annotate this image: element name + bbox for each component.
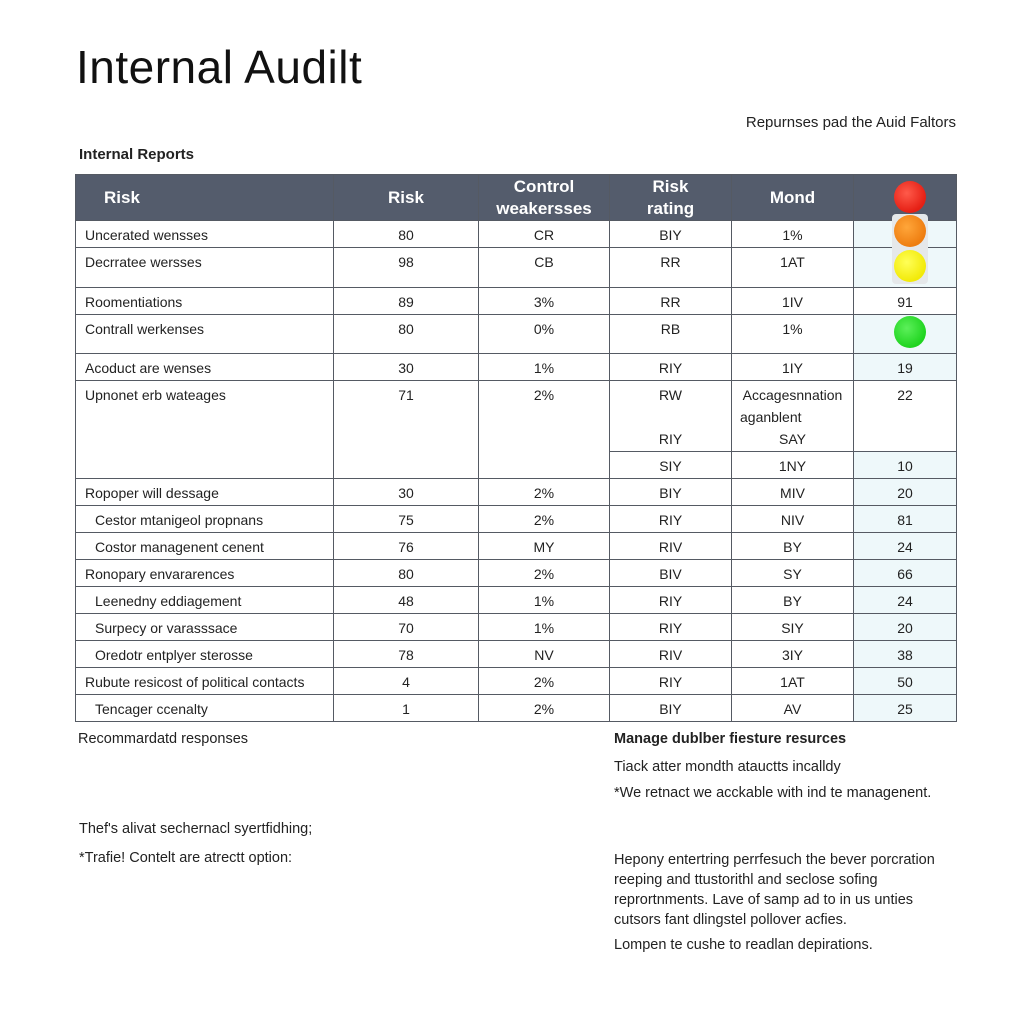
row-risk: 80 [334,221,479,248]
col-header-rating [610,175,732,221]
row-mond: SIY [732,614,854,641]
row-mond: MIV [732,479,854,506]
row-control: 1% [479,354,610,381]
col-header-rating-line1: Risk [652,176,689,196]
row-mond-line2: aganblent [740,409,802,425]
table-row [76,533,957,560]
row-name: Leenedny eddiagement [76,587,334,614]
row-score: 24 [854,587,957,614]
orange-status-icon [894,215,926,247]
row-risk: 48 [334,587,479,614]
row-control: 3% [479,288,610,315]
table-row [76,354,957,381]
row-control: 0% [479,315,610,354]
row-control: CB [479,248,610,288]
row-name: Tencager ccenalty [76,695,334,722]
page-title: Internal Audilt [76,41,363,93]
footer-paragraph: Hepony entertring perrfesuch the bever porcration reeping and ttustorithl and seclose sofing reprortnments. Lave of samp ad to in us unties cutsors fant dlingstel pollover acfies. [614,852,935,928]
row-mond: 1IV [732,288,854,315]
row-name: Ropoper will dessage [76,479,334,506]
row-control: 2% [479,479,610,506]
table-row [76,221,957,248]
row-score: 20 [854,479,957,506]
red-status-icon [894,181,926,213]
row-rating-line2: RIY [658,431,683,447]
row-control: 1% [479,587,610,614]
row-score: 50 [854,668,957,695]
col-header-control-line1: Control [513,176,575,196]
row-mond-line1: Accagesnnation [742,387,843,403]
row-control: 1% [479,614,610,641]
row-score: 66 [854,560,957,587]
row-name: Cestor mtanigeol propnans [76,506,334,533]
row-control: MY [479,533,610,560]
footer-last-line: Lompen te cushe to readlan depirations. [614,937,873,953]
footer-note-left: Thef's alivat sechernacl syertfidhing; [79,821,313,837]
row-rating: SIY [610,452,732,479]
row-name: Upnonet erb wateages [76,381,334,479]
row-mond: BY [732,533,854,560]
table-row [76,695,957,722]
row-risk: 75 [334,506,479,533]
table-row [76,560,957,587]
row-score: 91 [854,288,957,315]
table-row [76,288,957,315]
row-name: Acoduct are wenses [76,354,334,381]
row-name: Roomentiations [76,288,334,315]
row-rating: BIY [610,479,732,506]
row-rating: BIY [610,221,732,248]
row-risk: 76 [334,533,479,560]
row-rating: RIY [610,614,732,641]
row-mond: 1AT [732,248,854,288]
row-mond: AV [732,695,854,722]
row-risk: 78 [334,641,479,668]
row-rating: RR [610,248,732,288]
row-mond: 1AT [732,668,854,695]
col-header-risk: Risk [76,175,334,221]
row-rating: RR [610,288,732,315]
row-mond: BY [732,587,854,614]
row-mond [732,381,854,452]
row-risk: 71 [334,381,479,479]
row-rating: RIV [610,641,732,668]
row-name: Decrratee wersses [76,248,334,288]
footer-note-right-1: Tiack atter mondth atauctts incalldy [614,759,841,775]
row-risk: 70 [334,614,479,641]
row-score: 24 [854,533,957,560]
table-header-row [76,175,957,221]
row-name: Surpecy or varasssace [76,614,334,641]
row-rating: RIY [610,354,732,381]
table-row [76,381,957,452]
col-header-risk-value: Risk [334,175,479,221]
row-mond-line3: SAY [779,431,806,447]
row-score: 20 [854,614,957,641]
row-name: Uncerated wensses [76,221,334,248]
recommended-responses-label: Recommardatd responses [78,731,249,747]
row-risk: 30 [334,354,479,381]
yellow-status-icon [894,250,926,282]
row-control: 2% [479,381,610,479]
table-row [76,479,957,506]
col-header-control-line2: weakersses [496,198,592,218]
table-row [76,315,957,354]
row-mond: 1% [732,315,854,354]
row-mond: NIV [732,506,854,533]
row-rating-line1: RW [658,387,683,403]
row-name: Costor managenent cenent [76,533,334,560]
section-subtitle: Internal Reports [79,146,195,163]
audit-table [75,174,957,722]
row-control: 2% [479,695,610,722]
row-score: 25 [854,695,957,722]
row-control: 2% [479,668,610,695]
row-score: 22 [854,381,957,452]
row-risk: 80 [334,315,479,354]
row-mond: 1IY [732,354,854,381]
row-control: CR [479,221,610,248]
row-name: Contrall werkenses [76,315,334,354]
row-score: 38 [854,641,957,668]
row-risk: 1 [334,695,479,722]
col-header-rating-line2: rating [646,198,695,218]
row-name: Oredotr entplyer sterosse [76,641,334,668]
row-control: 2% [479,506,610,533]
footer-note-right-2: *We retnact we acckable with ind te managenent. [614,785,932,801]
header-note: Repurnses pad the Auid Faltors [745,114,956,131]
manage-heading: Manage dublber fiesture resurces [614,731,847,747]
row-mond: 3IY [732,641,854,668]
row-mond: SY [732,560,854,587]
col-header-mond: Mond [732,175,854,221]
row-rating: RIV [610,533,732,560]
row-rating: BIV [610,560,732,587]
green-status-icon [894,316,926,348]
table-row [76,248,957,288]
row-risk: 98 [334,248,479,288]
row-risk: 30 [334,479,479,506]
row-name: Ronopary envararences [76,560,334,587]
row-rating [610,381,732,452]
row-rating: RIY [610,668,732,695]
row-risk: 80 [334,560,479,587]
table-row [76,614,957,641]
row-rating: RIY [610,506,732,533]
row-rating: RIY [610,587,732,614]
row-control: 2% [479,560,610,587]
row-risk: 4 [334,668,479,695]
row-score: 19 [854,354,957,381]
row-rating: BIY [610,695,732,722]
row-score: 10 [854,452,957,479]
row-mond: 1% [732,221,854,248]
table-row [76,587,957,614]
row-mond: 1NY [732,452,854,479]
row-rating: RB [610,315,732,354]
table-row [76,641,957,668]
row-control: NV [479,641,610,668]
table-row [76,506,957,533]
row-score: 81 [854,506,957,533]
table-row [76,668,957,695]
row-risk: 89 [334,288,479,315]
footer-option-left: *Trafie! Contelt are atrectt option: [79,850,293,866]
col-header-control [479,175,610,221]
row-name: Rubute resicost of political contacts [76,668,334,695]
